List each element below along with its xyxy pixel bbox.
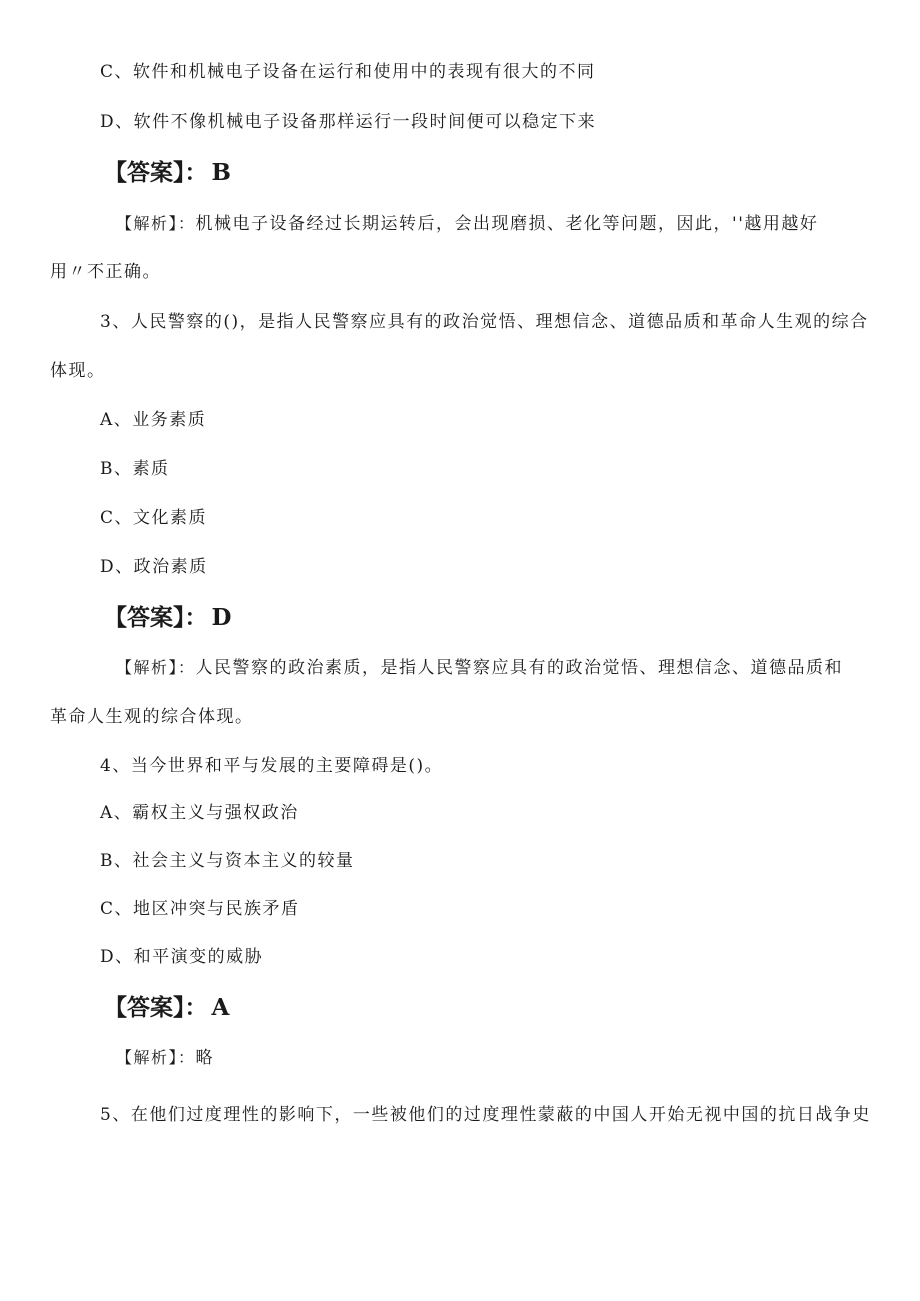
- explanation-text: 略: [195, 1048, 215, 1068]
- q3-option-b: B、素质: [100, 459, 170, 479]
- q3-stem-line2: 体现。: [50, 361, 106, 381]
- q4-option-d: D、和平演变的威胁: [100, 947, 264, 967]
- answer-label: 【答案】：: [104, 995, 208, 1021]
- q3-explanation-line2: 革命人生观的综合体现。: [50, 707, 254, 727]
- q2-explanation-line2: 用〃不正确。: [50, 262, 161, 282]
- answer-letter: D: [211, 604, 232, 631]
- answer-label: 【答案】：: [104, 160, 208, 186]
- q3-option-d: D、政治素质: [100, 557, 208, 577]
- q4-option-a: A、霸权主义与强权政治: [100, 803, 299, 823]
- q4-option-c: C、地区冲突与民族矛盾: [100, 899, 300, 919]
- q4-option-b: B、社会主义与资本主义的较量: [100, 851, 355, 871]
- q4-answer: [104, 993, 229, 1023]
- q3-answer: [104, 603, 231, 633]
- answer-letter: B: [211, 159, 231, 186]
- q3-option-c: C、文化素质: [100, 508, 208, 528]
- q2-option-c: C、软件和机械电子设备在运行和使用中的表现有很大的不同: [100, 62, 596, 82]
- explanation-text: 人民警察的政治素质，是指人民警察应具有的政治觉悟、理想信念、道德品质和: [195, 658, 844, 678]
- answer-letter: A: [211, 994, 230, 1021]
- q5-stem: 5、在他们过度理性的影响下，一些被他们的过度理性蒙蔽的中国人开始无视中国的抗日战争史: [100, 1105, 871, 1125]
- q3-stem-line1: 3、人民警察的()，是指人民警察应具有的政治觉悟、理想信念、道德品质和革命人生观的综合: [100, 312, 869, 332]
- explanation-tag: 【解析】：: [116, 1048, 196, 1067]
- q2-answer: [104, 158, 231, 188]
- q3-explanation-line1: [116, 656, 843, 680]
- answer-label: 【答案】：: [104, 605, 208, 631]
- q4-explanation: [116, 1046, 214, 1070]
- q2-explanation-line1: [116, 212, 818, 236]
- explanation-tag: 【解析】：: [116, 214, 196, 233]
- q3-option-a: A、业务素质: [100, 410, 207, 430]
- explanation-tag: 【解析】：: [116, 658, 196, 677]
- explanation-text: 机械电子设备经过长期运转后，会出现磨损、老化等问题，因此，''越用越好: [195, 214, 819, 234]
- q4-stem: 4、当今世界和平与发展的主要障碍是()。: [100, 756, 444, 776]
- q2-option-d: D、软件不像机械电子设备那样运行一段时间便可以稳定下来: [100, 112, 597, 132]
